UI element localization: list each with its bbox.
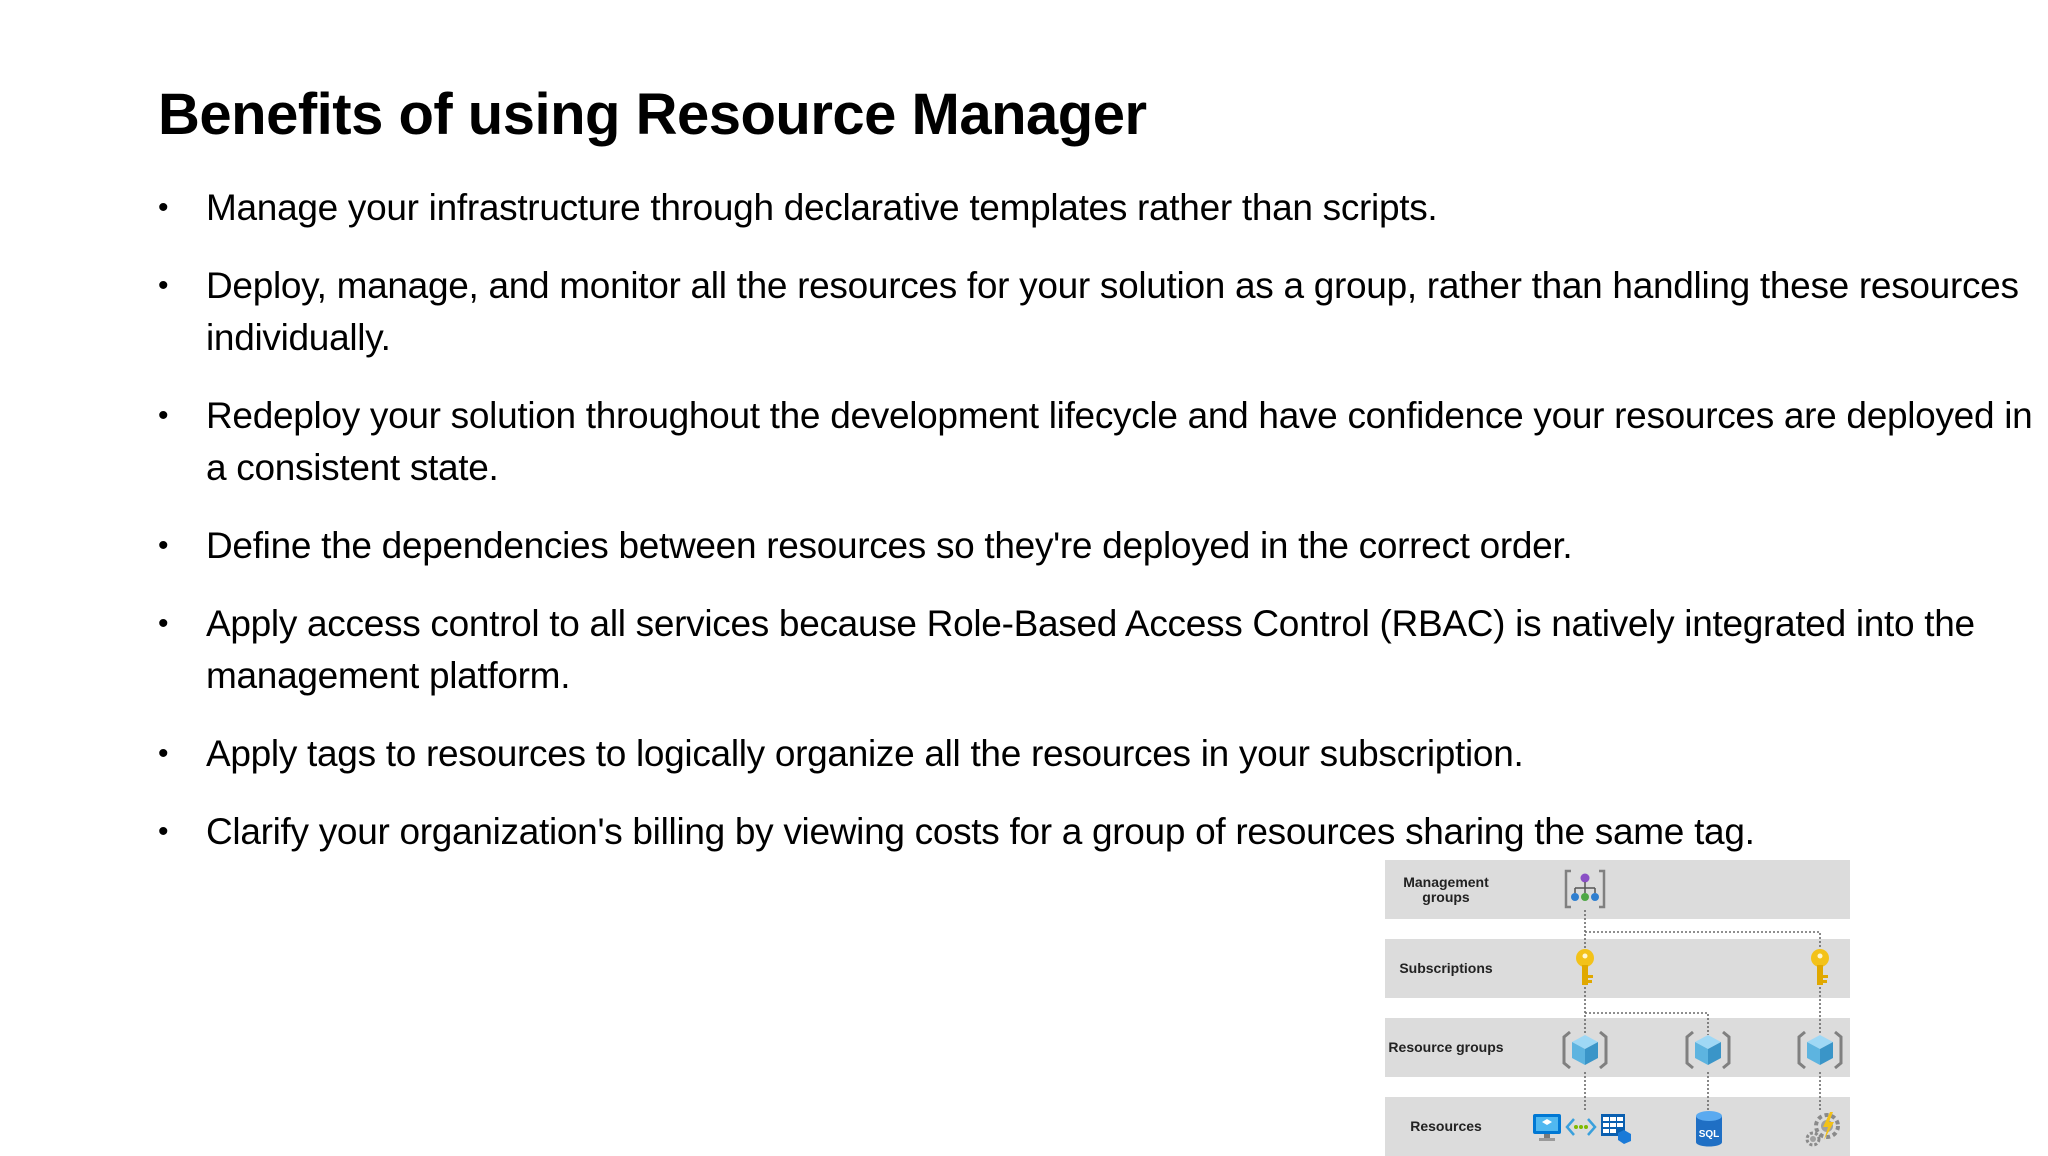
bullet-text: Manage your infrastructure through declarative templates rather than scripts. bbox=[206, 187, 1438, 228]
bullet-item bbox=[158, 390, 2038, 494]
management-group-icon bbox=[1563, 868, 1607, 910]
bullet-marker: • bbox=[158, 737, 169, 770]
bullet-item bbox=[158, 598, 2038, 702]
bullet-marker: • bbox=[158, 399, 169, 432]
resource-group-cube-icon bbox=[1684, 1028, 1732, 1072]
bullet-list bbox=[158, 182, 2038, 884]
function-app-icon bbox=[1801, 1110, 1841, 1148]
bullet-text: Clarify your organization's billing by viewing costs for a group of resources sharing the same tag. bbox=[206, 811, 1755, 852]
resource-group-cube-icon bbox=[1796, 1028, 1844, 1072]
row-label-subscriptions: Subscriptions bbox=[1399, 960, 1493, 976]
bullet-marker: • bbox=[158, 815, 169, 848]
bullet-text: Define the dependencies between resources so they're deployed in the correct order. bbox=[206, 525, 1573, 566]
bullet-marker: • bbox=[158, 607, 169, 640]
bullet-marker: • bbox=[158, 269, 169, 302]
row-label-resource-groups: Resource groups bbox=[1388, 1039, 1504, 1055]
bullet-text: Redeploy your solution throughout the development lifecycle and have confidence your resources are deployed in a consistent state. bbox=[206, 395, 2033, 488]
bullet-item bbox=[158, 520, 2038, 572]
bullet-marker: • bbox=[158, 191, 169, 224]
subscription-key-icon bbox=[1807, 948, 1833, 988]
bullet-marker: • bbox=[158, 529, 169, 562]
bullet-text: Apply tags to resources to logically organize all the resources in your subscription. bbox=[206, 733, 1524, 774]
row-label-resources: Resources bbox=[1410, 1118, 1482, 1134]
storage-table-icon bbox=[1599, 1112, 1633, 1144]
bullet-item bbox=[158, 728, 2038, 780]
virtual-machine-icon bbox=[1531, 1112, 1563, 1142]
bullet-text: Deploy, manage, and monitor all the resources for your solution as a group, rather than handling these resources individually. bbox=[206, 265, 2019, 358]
row-label-management-groups: Management groups bbox=[1403, 873, 1489, 905]
bullet-item bbox=[158, 182, 2038, 234]
bullet-item bbox=[158, 260, 2038, 364]
bullet-text: Apply access control to all services because Role-Based Access Control (RBAC) is natively integrated into the management platform. bbox=[206, 603, 1975, 696]
bullet-item bbox=[158, 806, 2038, 858]
slide-title: Benefits of using Resource Manager bbox=[158, 82, 1147, 147]
virtual-network-icon bbox=[1565, 1116, 1597, 1138]
sql-database-icon bbox=[1694, 1110, 1724, 1148]
subscription-key-icon bbox=[1572, 948, 1598, 988]
resource-hierarchy-diagram bbox=[1385, 860, 1850, 1156]
sql-label: SQL bbox=[1698, 1129, 1720, 1140]
resource-group-cube-icon bbox=[1561, 1028, 1609, 1072]
